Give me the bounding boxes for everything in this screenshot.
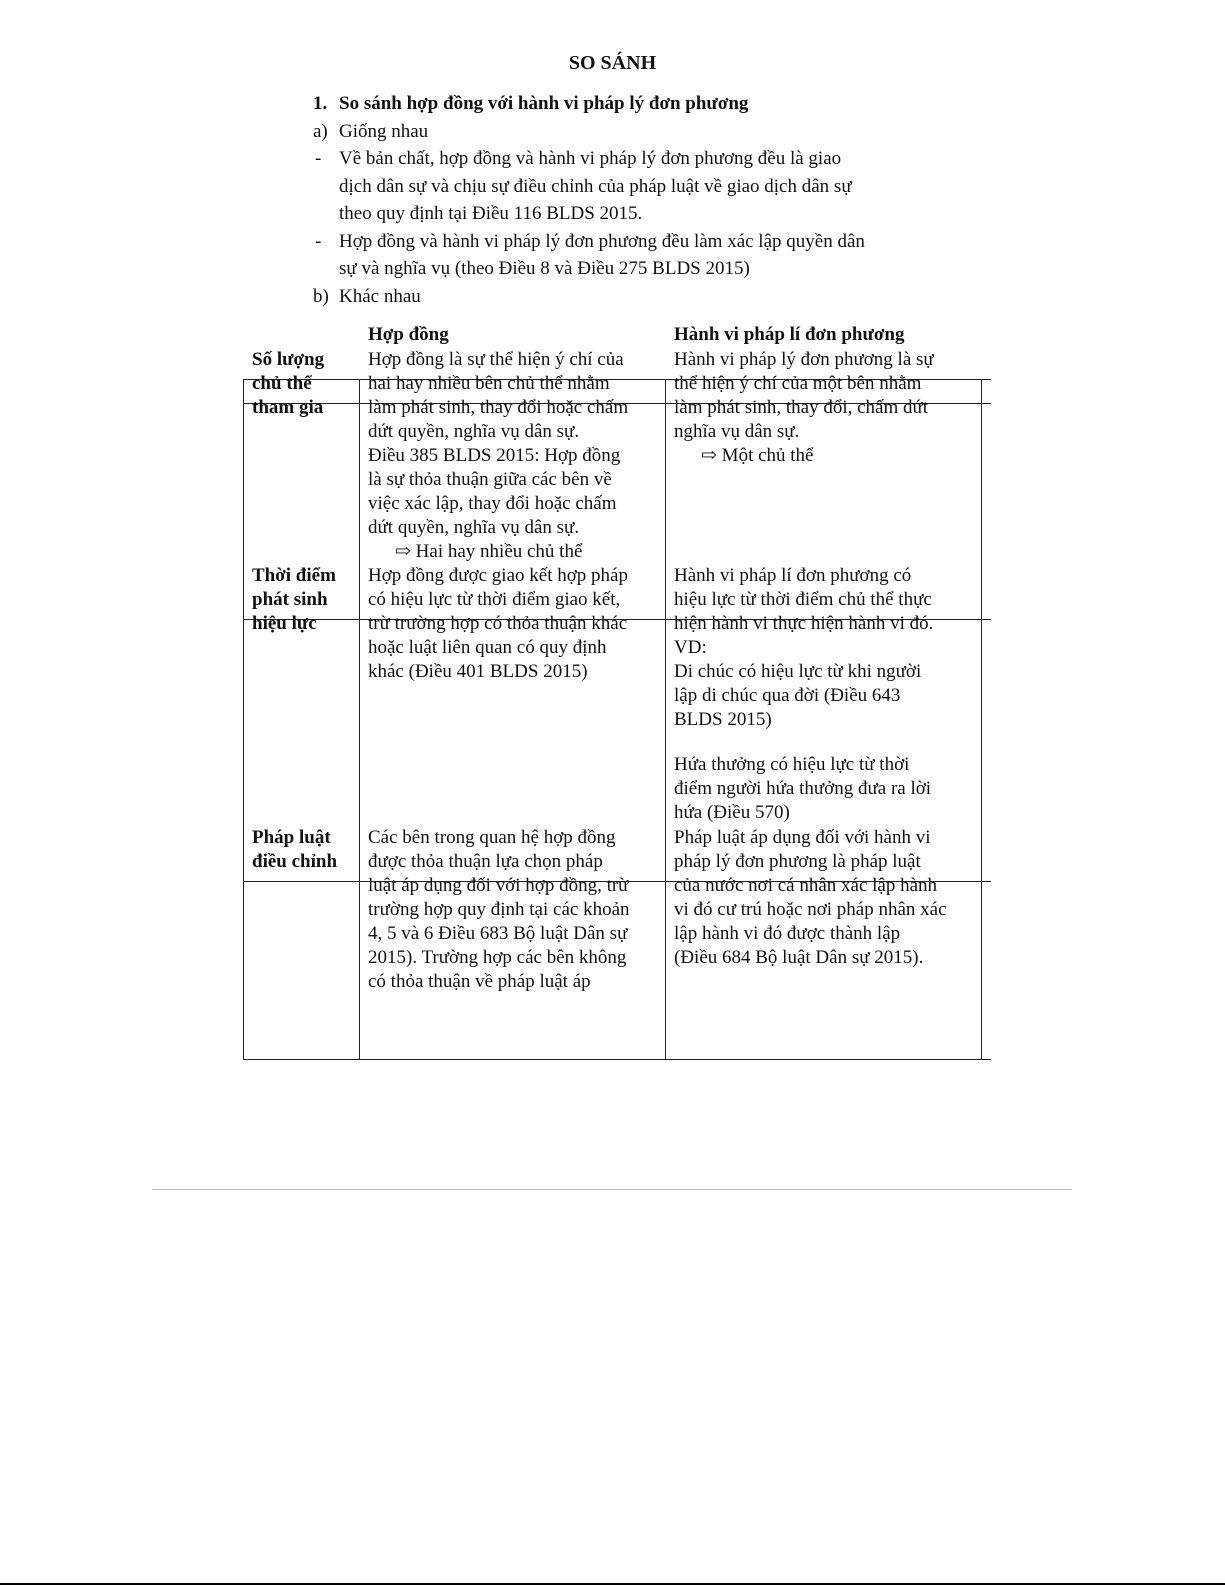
bullet-1-text-3: theo quy định tại Điều 116 BLDS 2015. (339, 203, 643, 224)
bullet-1-text-1: Về bản chất, hợp đồng và hành vi pháp lý đơn phương đều là giao (339, 148, 842, 169)
bullet-dash: - (315, 230, 322, 252)
bullet-dash: - (315, 148, 322, 169)
table-border (981, 379, 982, 1060)
table-border (665, 379, 666, 1060)
arrow-conclusion: ⇨ Hai hay nhiều chủ thể (395, 541, 583, 562)
bullet-1-text-2: dịch dân sự và chịu sự điều chỉnh của pháp luật về giao dịch dân sự (339, 175, 852, 197)
list-marker-b: b) (313, 285, 329, 307)
cell-contract-subjects: Hợp đồng là sự thể hiện ý chí của hai hay nhiều bên chủ thể nhằm làm phát sinh, thay đổi hoặc chấm dứt quyền, nghĩa vụ dân sự. Điều 385 BLDS 2015: Hợp đồng là sự thỏa thuận giữa các bên về việc xác lập, thay đổi hoặc chấm dứt quyền, nghĩa vụ dân sự. ⇨ Hai hay nhiều chủ thể (368, 349, 629, 562)
similarities-heading (313, 118, 953, 146)
similarities-label: Giống nhau (339, 120, 429, 142)
bullet-2-text-1: Hợp đồng và hành vi pháp lý đơn phương đều làm xác lập quyền dân (339, 230, 865, 252)
arrow-right-icon: ⇨ (701, 445, 717, 466)
bullet-2-line-1 (313, 228, 953, 256)
cell-unilateral-governing-law: Pháp luật áp dụng đối với hành vi pháp lý đơn phương là pháp luật của nước nơi cá nhân xác lập hành vi đó cư trú hoặc nơi pháp nhân xác lập hành vi đó được thành lập (Điều 684 Bộ luật Dân sự 2015). (674, 827, 947, 968)
bullet-2-text-2: sự và nghĩa vụ (theo Điều 8 và Điều 275 BLDS 2015) (339, 258, 750, 279)
header-unilateral: Hành vi pháp lí đơn phương (674, 324, 905, 345)
row-label-effective-time: Thời điểm phát sinh hiệu lực (252, 565, 336, 634)
table-border (359, 379, 360, 1060)
cell-unilateral-subjects: Hành vi pháp lý đơn phương là sự thể hiện ý chí của một bên nhằm làm phát sinh, thay đổi, chấm dứt nghĩa vụ dân sự. ⇨ Một chủ thể (674, 349, 934, 466)
row-label-subjects: Số lượng chủ thể tham gia (252, 349, 325, 418)
bullet-1-line-3 (313, 200, 953, 228)
section-heading-text: So sánh hợp đồng với hành vi pháp lý đơn phương (339, 93, 749, 114)
section-number: 1. (313, 93, 328, 114)
bullet-1-line-1 (313, 145, 953, 173)
intro-section (313, 90, 953, 310)
differences-heading (313, 283, 953, 311)
list-marker-a: a) (313, 120, 328, 142)
comparison-table (243, 321, 991, 1060)
bullet-2-line-2 (313, 255, 953, 283)
section-heading (313, 90, 953, 118)
cell-contract-effective-time: Hợp đồng được giao kết hợp pháp có hiệu lực từ thời điểm giao kết, trừ trường hợp có thỏa thuận khác hoặc luật liên quan có quy định khác (Điều 401 BLDS 2015) (368, 565, 628, 682)
row-label-governing-law: Pháp luật điều chỉnh (252, 827, 338, 872)
table-border (243, 1059, 991, 1060)
bullet-1-line-2 (313, 173, 953, 201)
page-divider (152, 1189, 1072, 1190)
page-title: SO SÁNH (568, 52, 657, 74)
cell-unilateral-effective-time: Hành vi pháp lí đơn phương có hiệu lực từ thời điểm chủ thể thực hiện hành vi thực hiện hành vi đó. VD: Di chúc có hiệu lực từ khi người lập di chúc qua đời (Điều 643 BLDS 2015) Hứa thưởng có hiệu lực từ thời điểm người hứa thưởng đưa ra lời hứa (Điều 570) (674, 565, 934, 823)
table-border (243, 379, 244, 1060)
arrow-conclusion: ⇨ Một chủ thể (701, 445, 814, 466)
cell-contract-governing-law: Các bên trong quan hệ hợp đồng được thỏa thuận lựa chọn pháp luật áp dụng đối với hợp đồng, trừ trường hợp quy định tại các khoản 4, 5 và 6 Điều 683 Bộ luật Dân sự 2015). Trường hợp các bên không có thỏa thuận về pháp luật áp (368, 827, 630, 992)
header-contract: Hợp đồng (368, 324, 449, 345)
arrow-right-icon: ⇨ (395, 541, 411, 562)
differences-label: Khác nhau (339, 285, 421, 307)
